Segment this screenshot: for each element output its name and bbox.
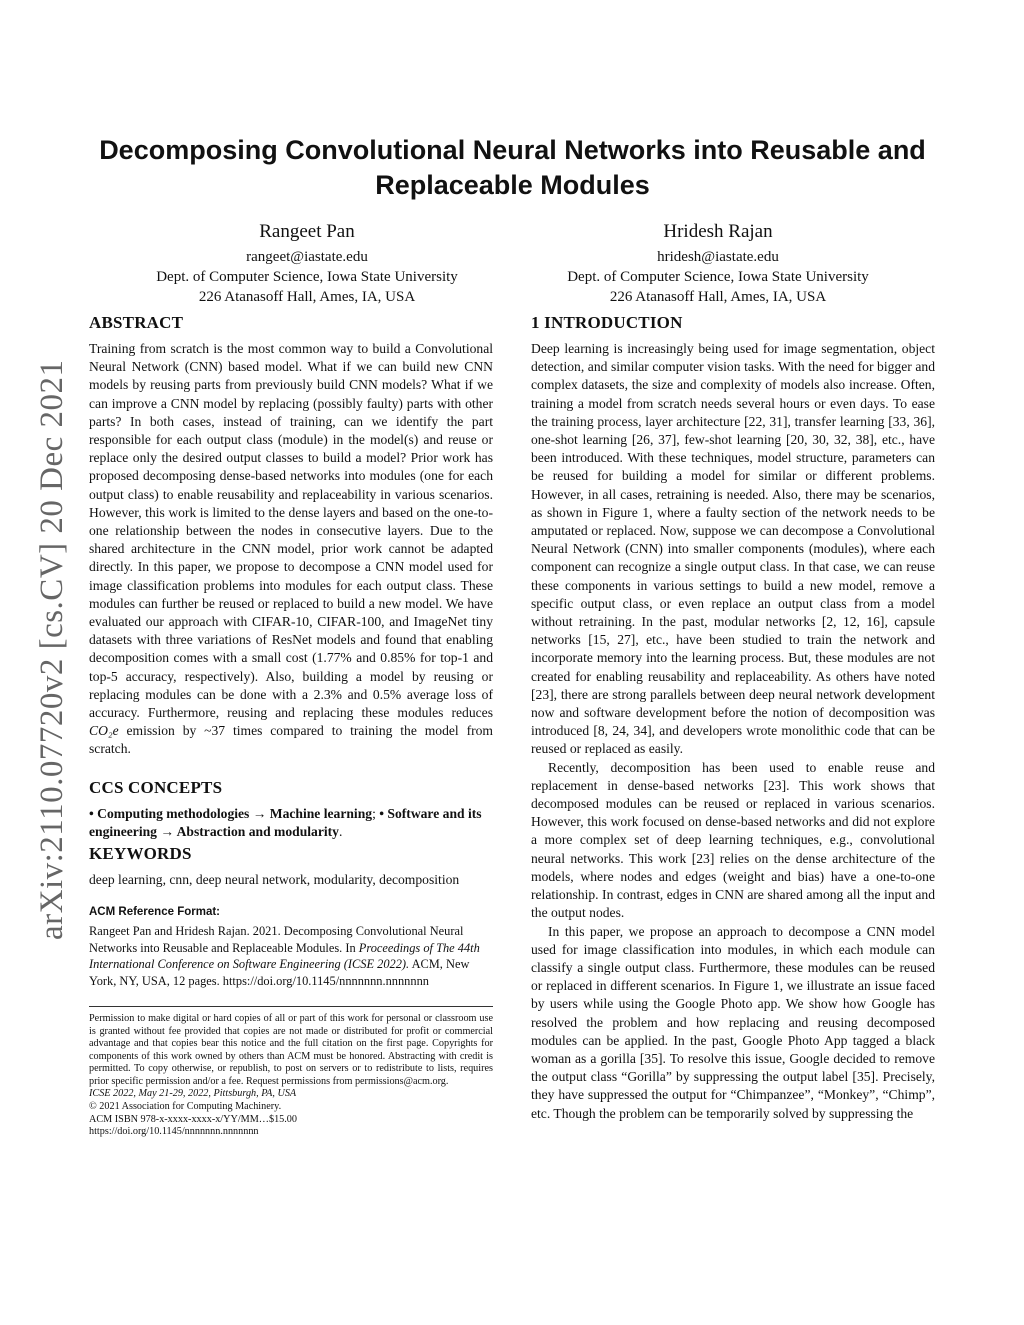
paper-title: Decomposing Convolutional Neural Networks into Reusable and Replaceable Modules (99, 135, 926, 200)
acm-ref-part: Rangeet Pan and Hridesh Rajan. 2021. Decomposing Convolutional Neural Networks into Reusable and Replaceable Modules. In (89, 924, 464, 955)
ccs-item: • Computing methodologies → Machine learning (89, 805, 373, 821)
author-dept: Dept. of Computer Science, Iowa State University (567, 269, 869, 285)
author-email: rangeet@iastate.edu (246, 249, 368, 265)
abstract-text (89, 340, 493, 759)
ccs-end: . (338, 823, 343, 839)
author-block-2 (518, 220, 918, 307)
abstract-heading: ABSTRACT (89, 313, 184, 332)
acm-ref-part: ACM, New York, NY, USA, 12 pages. https://doi.org/10.1145/nnnnnnn.nnnnnnn (89, 957, 470, 988)
abstract-text-part: Training from scratch is the most common way to build a Convolutional Neural Network (CNN) based model. What if we can build new CNN models by reusing parts from previously build CNN models? What if we can improve a CNN model by replacing (possibly faulty) parts with other parts? In both cases, instead of training, can we identify the part responsible for each output class (module) in the model(s) and reuse or replace only the desired output classes to build a model? Prior work has proposed decomposing dense-based networks into modules (one for each output class) to enable reusability and replaceability in various scenarios. However, this work is limited to the dense layers and based on the one-to-one relationship between the nodes in consecutive layers. Due to the shared architecture in the CNN model, prior work cannot be adapted directly. In this paper, we propose to decompose a CNN model used for image classification problems into modules for each output class. These modules can further be reused or replaced to build a new model. We have evaluated our approach with CIFAR-10, CIFAR-100, and ImageNet tiny datasets with three variations of ResNet models and found that enabling decomposition comes with a small cost (1.77% and 0.85% for top-1 and top-5 accuracy, respectively). Also, building a model by reusing or replacing modules can be done with a 2.3% and 0.5% average loss of accuracy. Furthermore, reusing and replacing these modules reduces (89, 341, 493, 721)
keywords-text: deep learning, cnn, deep neural network, modularity, decomposition (89, 872, 460, 888)
ccs-heading: CCS CONCEPTS (89, 777, 223, 797)
ccs-item: • Software and its engineering → Abstraction and modularity (89, 805, 482, 839)
left-column (89, 312, 493, 1139)
permission-notice: Permission to make digital or hard copies of all or part of this work for personal or classroom use is granted without fee provided that copies are not made or distributed for profit or commercial advantage and that copies bear this notice and the full citation on the first page. Copyrights for components of this work owned by others than ACM must be honored. Abstracting with credit is permitted. To copy otherwise, or republish, to post on servers or to redistribute to lists, requires prior specific permission and/or a fee. Request permissions from permissions@acm.org. (89, 1012, 493, 1087)
author-email: hridesh@iastate.edu (657, 249, 779, 265)
introduction-heading: 1 INTRODUCTION (531, 313, 683, 332)
acm-ref-heading: ACM Reference Format: (89, 906, 220, 919)
ccs-concepts (89, 805, 493, 841)
co2-term: CO₂e (89, 723, 119, 739)
isbn: ACM ISBN 978-x-xxxx-xxxx-x/YY/MM…$15.00 (89, 1113, 297, 1125)
copyright-notice: © 2021 Association for Computing Machinery. (89, 1101, 282, 1113)
abstract-text-part: emission by ~37 times compared to training the model from scratch. (89, 723, 493, 757)
ccs-sep: ; (372, 805, 380, 821)
arxiv-stamp: arXiv:2110.07720v2 [cs.CV] 20 Dec 2021 (34, 359, 70, 940)
author-name: Hridesh Rajan (663, 221, 773, 242)
doi-link: https://doi.org/10.1145/nnnnnnn.nnnnnnn (89, 1126, 259, 1138)
intro-paragraph-2: Recently, decomposition has been used to enable reuse and replacement in dense-based networks [23]. This work shows that decomposed modules can be reused or replaced in various scenarios. However, this work focused on dense-based networks and did not explore a more complex set of deep learning techniques, e.g., convolutional neural networks. This work [23] relies on the dense architecture of the models, where nodes and edges (weight and bias) have a one-to-one relationship. In contrast, edges in CNN are shared among all the input and the output nodes. (531, 759, 935, 921)
author-block-1 (107, 220, 507, 307)
author-name: Rangeet Pan (259, 221, 355, 242)
author-address: 226 Atanasoff Hall, Ames, IA, USA (609, 289, 827, 305)
keywords-heading: KEYWORDS (89, 844, 192, 864)
acm-ref-proceedings: Proceedings of The 44th International Conference on Software Engineering (ICSE 2022). (89, 940, 480, 972)
author-address: 226 Atanasoff Hall, Ames, IA, USA (198, 289, 416, 305)
author-dept: Dept. of Computer Science, Iowa State University (156, 269, 458, 285)
conference-info: ICSE 2022, May 21-29, 2022, Pittsburgh, PA, USA (89, 1088, 297, 1100)
intro-paragraph-3: In this paper, we propose an approach to decompose a CNN model used for image classification into modules, in which each module can classify a single output class. Furthermore, these modules can be reused or replaced in different scenarios. In Figure 1, we illustrate an issue faced by users while using the Google Photo app. We show how Google has resolved the problem and how replacing and reusing decomposed modules can be applied. In the past, Google Photo App tagged a black woman as a gorilla [35]. To resolve this issue, Google decided to remove the output class “Gorilla” by suppressing the output label [35]. Precisely, they have suppressed the output for “Chimpanzee”, “Monkey”, “Chimp”, etc. Though the problem can be temporarily solved by suppressing the (531, 923, 935, 1121)
acm-ref-text (89, 923, 493, 989)
intro-paragraph-1: Deep learning is increasingly being used for image segmentation, object detection, and similar computer vision tasks. With the need for bigger and complex datasets, the size and complexity of models also increase. Often, training a model from scratch needs several hours or even days. To ease the training process, layer architecture [22, 31], transfer learning [33, 36], one-shot learning [26, 37], few-shot learning [20, 30, 32, 38], etc., have been introduced. With these techniques, model structure, parameters can be reused for building a model for similar or different problems. However, in all cases, retraining is needed. Also, there may be scenarios, as shown in Figure 1, where a faulty section of the network needs to be amputated or replaced. Now, suppose we can decompose a Convolutional Neural Network (CNN) into smaller components (modules), where each component can recognize a single output class. In that case, we can reuse these components in various settings to build a new model, remove a specific output class, or even replace an output class from a model without retraining. In the past, modular networks [2, 12, 16], capsule networks [15, 27], etc., have been studied to train the network and incorporate memory into the learning process. But, these modules are not created for enabling reusability and replaceability. As others have noted [23], there are strong parallels between deep neural network development now and software development before the notion of decomposition was introduced [8, 24, 34], and developers wrote monolithic code that can be reused or replaced as easily. (531, 341, 935, 757)
right-column (531, 312, 935, 1123)
